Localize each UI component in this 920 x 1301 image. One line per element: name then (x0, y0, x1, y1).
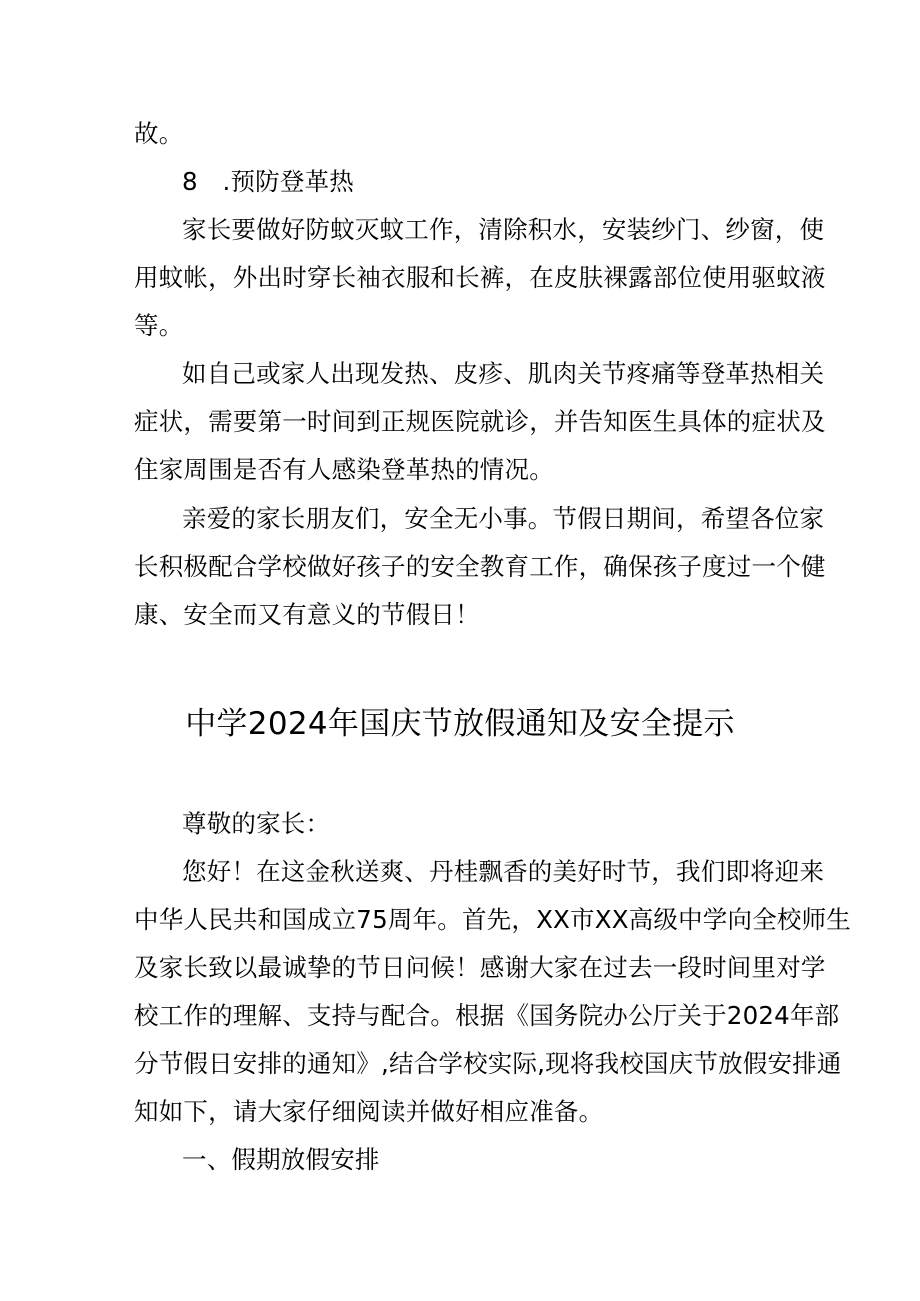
paragraph-line: 长积极配合学校做好孩子的安全教育工作，确保孩子度过一个健 (134, 552, 826, 581)
paragraph-line: 中华人民共和国成立75周年。首先，XX市XX高级中学向全校师生 (134, 905, 852, 934)
notice-title: 中学2024年国庆节放假通知及安全提示 (185, 706, 735, 742)
section-heading-holiday-schedule: 一、假期放假安排 (182, 1145, 380, 1174)
paragraph-line: 校工作的理解、支持与配合。根据《国务院办公厅关于2024年部 (134, 1001, 840, 1030)
paragraph-line: 康、安全而又有意义的节假日！ (134, 600, 480, 629)
paragraph-line: 用蚊帐，外出时穿长袖衣服和长裤，在皮肤裸露部位使用驱蚊液 (134, 263, 826, 292)
paragraph-line: 及家长致以最诚挚的节日问候！感谢大家在过去一段时间里对学 (134, 953, 826, 982)
continuation-text: 故。 (134, 119, 184, 148)
paragraph-line: 家长要做好防蚊灭蚊工作，清除积水，安装纱门、纱窗，使 (182, 215, 825, 244)
paragraph-line: 等。 (134, 311, 184, 340)
paragraph-line: 如自己或家人出现发热、皮疹、肌肉关节疼痛等登革热相关 (182, 359, 825, 388)
salutation: 尊敬的家长： (182, 809, 331, 838)
paragraph-line: 您好！在这金秋送爽、丹桂飘香的美好时节，我们即将迎来 (182, 857, 825, 886)
paragraph-line: 住家周围是否有人感染登革热的情况。 (134, 455, 554, 484)
paragraph-line: 症状，需要第一时间到正规医院就诊，并告知医生具体的症状及 (134, 407, 826, 436)
paragraph-line: 分节假日安排的通知》,结合学校实际,现将我校国庆节放假安排通 (134, 1049, 842, 1078)
paragraph-line: 知如下，请大家仔细阅读并做好相应准备。 (134, 1097, 604, 1126)
heading-dengue-prevention: 8 .预防登革热 (182, 167, 354, 196)
paragraph-line: 亲爱的家长朋友们，安全无小事。节假日期间，希望各位家 (182, 504, 825, 533)
